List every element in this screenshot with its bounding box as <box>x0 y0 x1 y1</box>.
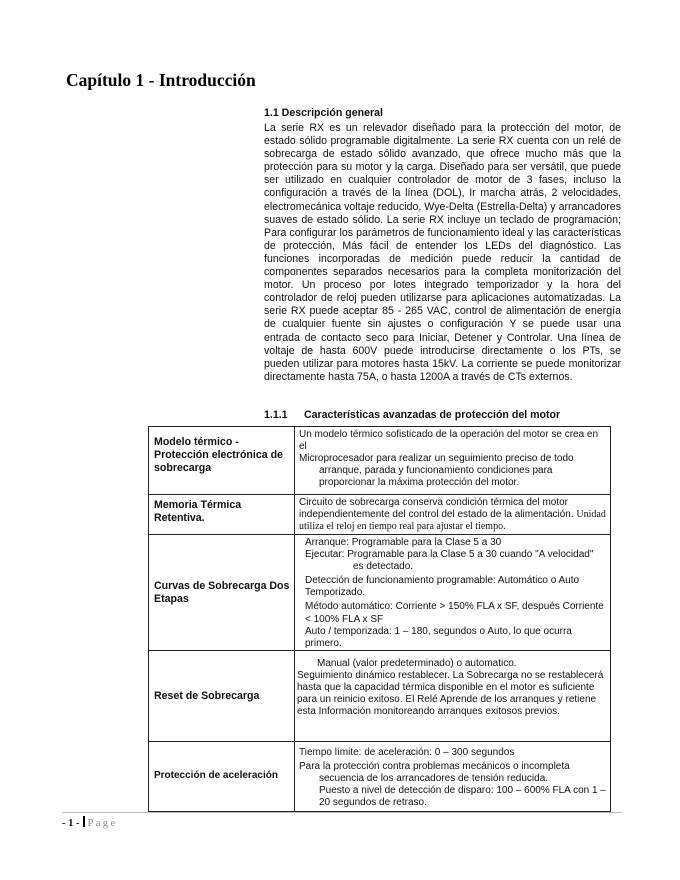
detail-line: Puesto a nivel de detección de disparo: 100 – 600% FLA con 1 – 20 segundos de retraso. <box>319 785 606 809</box>
detail-line: Método automático: Corriente > 150% FLA x SF, después Corriente < 100% FLA x SF <box>305 601 604 625</box>
detail-line: Auto / temporizada: 1 – 180, segundos o Auto, lo que ocurra primero. <box>305 625 572 649</box>
detail-line: Manual (valor predeterminado) o automatico. <box>317 658 517 669</box>
footer-separator <box>83 816 85 827</box>
feature-name-text: Curvas de Sobrecarga Dos Etapas <box>154 579 290 605</box>
detail-line: Para la protección contra problemas mecánicos o incompleta secuencia de los arrancadores de tensión reducida. <box>299 761 570 785</box>
feature-name <box>149 651 295 742</box>
feature-name <box>149 535 295 651</box>
page-number: - 1 - <box>62 818 80 829</box>
footer-divider <box>62 812 622 813</box>
feature-name-text: Memoria Térmica Retentiva. <box>154 499 242 524</box>
feature-name <box>149 742 295 812</box>
feature-detail <box>295 495 611 535</box>
feature-detail <box>295 427 611 495</box>
detail-line: Microprocesador para realizar un seguimiento preciso de todo arranque, parada y funcionamiento condiciones para proporcionar la máxima protección del motor. <box>299 453 574 489</box>
detail-line: Un modelo térmico sofisticado de la operación del motor se crea en el <box>299 429 599 453</box>
detail-line: Arranque: Programable para la Clase 5 a 30 <box>305 537 502 548</box>
features-table <box>148 426 611 812</box>
table-row <box>149 535 611 651</box>
feature-detail <box>295 535 611 651</box>
detail-line: Detección de funcionamiento programable: Automático o Auto Temporizado. <box>305 575 580 599</box>
table-row <box>149 427 611 495</box>
page-footer <box>62 816 118 829</box>
table-row <box>149 651 611 742</box>
feature-name-text: Modelo térmico - Protección electrónica de sobrecarga <box>154 436 283 474</box>
section-body: La serie RX es un relevador diseñado para la protección del motor, de estado sólido programable digitalmente. La serie RX cuenta con un relé de sobrecarga de estado sólido avanzado, que ofrece mucho más que la protección para su motor y la carga. Diseñado para ser versátil, que puede ser utilizado en cualquier controlador de motor de 3 fases, incluso la configuración a través de la línea (DOL), Ir marcha atrás, 2 velocidades, electromecánica voltaje reducido, Wye-Delta (Estrella-Delta) y arrancadores suaves de estado sólido. La serie RX incluye un teclado de programación; Para configurar los parámetros de funcionamiento ideal y las características de protección, Más fácil de entender los LEDs del diagnóstico. Las funciones incorporadas de medición puede reducir la cantidad de componentes separados necesarios para la completa monitorización del motor. Un proceso por lotes integrado temporizador y la hora del controlador de reloj pueden utilizarse para aplicaciones automatizadas. La serie RX puede aceptar 85 - 265 VAC, control de alimentación de energía de cualquier fuente sin ajustes o configuración Y se puede usar una entrada de contacto seco para Iniciar, Detener y Controlar. Una línea de voltaje de hasta 600V puede introducirse directamente o los PTs, se pueden utilizar para motores hasta 15kV. La corriente se puede monitorizar directamente hasta 75A, o hasta 1200A a través de CTs externos. <box>264 122 621 383</box>
detail-line: Ejecutar: Programable para la Clase 5 a 30 cuando "A velocidad" es detectado. <box>305 549 594 573</box>
detail-line: Seguimiento dinámico restablecer. La Sobrecarga no se restablecerá hasta que la capacidad térmica disponible en el motor es suficiente para un reinicio exitoso. El Relé Aprende de los arranques y retiene esta Información monitoreando arranques exitosos previos. <box>297 670 604 718</box>
feature-name <box>149 427 295 495</box>
subsection-number: 1.1.1 <box>264 409 288 421</box>
feature-detail <box>295 651 611 742</box>
feature-detail <box>295 742 611 812</box>
feature-name-text: Protección de aceleración <box>154 770 278 782</box>
detail-line: Tiempo límite: de aceleración: 0 – 300 segundos <box>299 747 515 758</box>
page-label: Page <box>87 818 118 829</box>
chapter-title: Capítulo 1 - Introducción <box>66 70 256 90</box>
detail-line: Unidad utiliza el reloj en tiempo real para ajustar el tiempo. <box>299 509 606 533</box>
detail-line: Circuito de sobrecarga conserva condición térmica del motor independientemente del control del estado de la alimentación. <box>299 497 574 521</box>
table-row <box>149 742 611 812</box>
table-row <box>149 495 611 535</box>
feature-name <box>149 495 295 535</box>
subsection-title <box>264 409 560 421</box>
section-title: 1.1 Descripción general <box>264 107 383 119</box>
subsection-label: Características avanzadas de protección del motor <box>304 409 561 421</box>
feature-name-text: Reset de Sobrecarga <box>154 689 260 702</box>
